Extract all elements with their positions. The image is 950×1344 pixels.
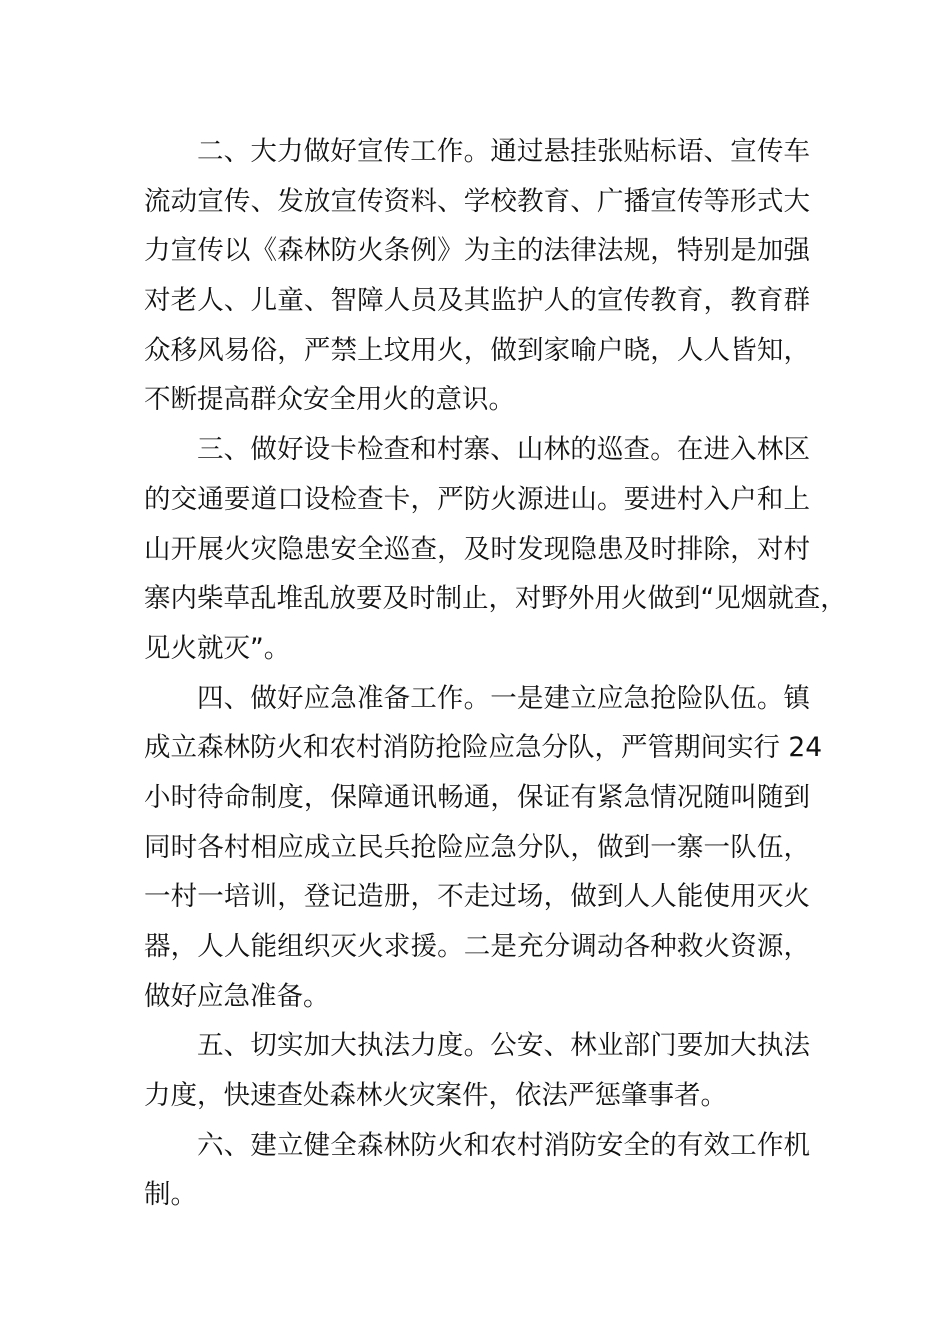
text-line: 小时待命制度，保障通讯畅通，保证有紧急情况随叫随到 xyxy=(144,781,810,813)
text-line: 对老人、儿童、智障人员及其监护人的宣传教育，教育群 xyxy=(144,285,810,317)
text-line: 制。 xyxy=(144,1179,197,1211)
text-line: 二、大力做好宣传工作。通过悬挂张贴标语、宣传车 xyxy=(197,136,810,167)
text-line: 做好应急准备。 xyxy=(144,980,330,1012)
text-line: 六、建立健全森林防火和农村消防安全的有效工作机 xyxy=(197,1129,810,1161)
text-line: 的交通要道口设检查卡，严防火源进山。要进村入户和上 xyxy=(144,483,810,515)
text-line: 五、切实加大执法力度。公安、林业部门要加大执法 xyxy=(197,1030,810,1062)
text-line: 三、做好设卡检查和村寨、山林的巡查。在进入林区 xyxy=(197,434,810,466)
text-line: 流动宣传、发放宣传资料、学校教育、广播宣传等形式大 xyxy=(144,185,810,217)
paragraph-section-2-publicity xyxy=(144,127,810,425)
text-line: 山开展火灾隐患安全巡查，及时发现隐患及时排除，对村 xyxy=(144,533,810,565)
text-line: 同时各村相应成立民兵抢险应急分队，做到一寨一队伍， xyxy=(144,831,810,863)
text-line: 寨内柴草乱堆乱放要及时制止，对野外用火做到“见烟就查， xyxy=(144,583,847,615)
paragraph-section-3-inspection xyxy=(144,425,847,673)
text-line: 器，人人能组织灭火求援。二是充分调动各种救火资源， xyxy=(144,931,810,962)
text-line: 力宣传以《森林防火条例》为主的法律法规，特别是加强 xyxy=(144,235,810,267)
paragraph-section-4-emergency xyxy=(144,674,823,1022)
text-line: 不断提高群众安全用火的意识。 xyxy=(144,384,515,416)
text-line: 众移风易俗，严禁上坟用火，做到家喻户晓，人人皆知， xyxy=(144,334,810,366)
text-line: 力度，快速查处森林火灾案件，依法严惩肇事者。 xyxy=(144,1080,727,1112)
text-line: 一村一培训，登记造册，不走过场，做到人人能使用灭火 xyxy=(144,881,810,913)
paragraph-section-5-enforcement xyxy=(144,1021,810,1120)
text-line: 见火就灭”。 xyxy=(144,632,291,664)
document-body xyxy=(144,127,847,1220)
text-line: 四、做好应急准备工作。一是建立应急抢险队伍。镇 xyxy=(197,682,810,714)
paragraph-section-6-mechanism xyxy=(144,1121,810,1220)
text-line: 成立森林防火和农村消防抢险应急分队，严管期间实行 24 xyxy=(144,732,823,764)
